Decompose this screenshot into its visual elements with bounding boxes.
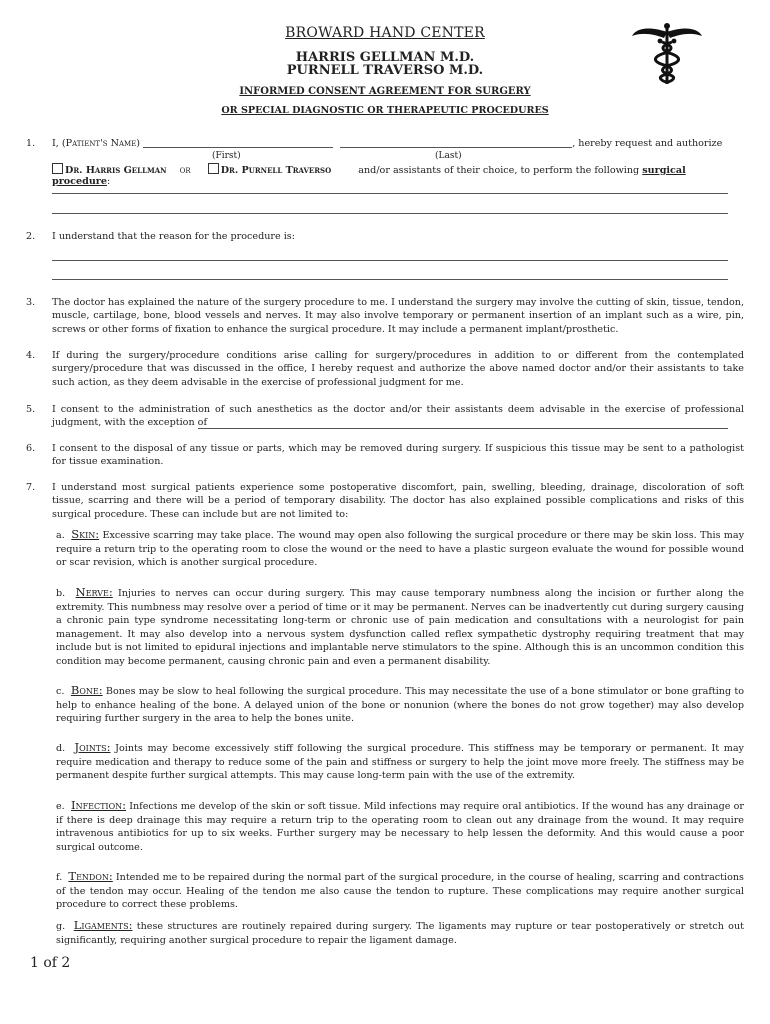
dr-traverso-checkbox[interactable] xyxy=(208,163,219,174)
complication-infection xyxy=(56,799,744,854)
first-name-caption: (First) xyxy=(212,151,241,161)
section-number: 4. xyxy=(26,350,36,361)
item-text: Intended me to be repaired during the normal part of the surgical procedure, in the course of healing, scarring and contractions of the tendon may occur. Healing of the tendon me also cause the tendon to rupture. These complications may require another surgical procedure to correct these problems. xyxy=(56,872,744,911)
anesthetic-exception-field[interactable] xyxy=(198,428,728,429)
dr-traverso-label: Dr. Purnell Traverso xyxy=(220,165,332,176)
dr-gellman-label: Dr. Harris Gellman xyxy=(65,165,167,176)
complication-nerve xyxy=(56,586,744,669)
reason-line-2[interactable] xyxy=(52,279,728,280)
section-4 xyxy=(26,349,744,389)
complication-joints xyxy=(56,741,744,783)
section-1 xyxy=(26,137,744,150)
item-letter: c. xyxy=(56,686,65,697)
item-letter: a. xyxy=(56,530,65,541)
section-number: 2. xyxy=(26,231,36,242)
item-heading: Infection: xyxy=(71,798,127,812)
item-letter: d. xyxy=(56,743,66,754)
dr-gellman-checkbox[interactable] xyxy=(52,163,63,174)
complication-bone xyxy=(56,684,744,726)
section-number: 5. xyxy=(26,404,36,415)
complication-skin xyxy=(56,528,744,570)
item-text: Bones may be slow to heal following the surgical procedure. This may necessitate the use of a bone stimulator or bone grafting to help to enhance healing of the bone. A delayed union of the bone or nonunion (where the bones do not grow together) may also develop requiring further surgery in the area to help the bones unite. xyxy=(56,686,744,725)
section-5-text: I consent to the administration of such anesthetics as the doctor and/or their assistants deem advisable in the exercise of professional judgment, with the exception of xyxy=(52,404,744,429)
item-heading: Tendon: xyxy=(68,869,113,883)
section-number: 7. xyxy=(26,482,36,493)
item-letter: g. xyxy=(56,921,66,932)
item-heading: Ligaments: xyxy=(73,918,133,932)
section-7-text: I understand most surgical patients experience some postoperative discomfort, pain, swelling, bleeding, drainage, discoloration of soft tissue, scarring and there will be a period of temporary disability. The doctor has also explained possible complications and risks of this surgical procedure. These can include but are not limited to: xyxy=(52,482,744,520)
clinic-name: BROWARD HAND CENTER xyxy=(285,25,485,41)
doctor-name-1: HARRIS GELLMAN M.D. xyxy=(295,50,475,65)
procedure-label: surgical procedure xyxy=(52,165,686,187)
section-6 xyxy=(26,442,744,469)
section-2-text: I understand that the reason for the procedure is: xyxy=(52,231,295,242)
section-6-text: I consent to the disposal of any tissue or parts, which may be removed during surgery. If suspicious this tissue may be sent to a pathologist for tissue examination. xyxy=(52,443,744,468)
item-heading: Nerve: xyxy=(75,585,113,599)
last-name-field[interactable] xyxy=(340,137,572,148)
section-2 xyxy=(26,230,744,243)
section-7 xyxy=(26,481,744,521)
authorize-text: and/or assistants of their choice, to perform the following xyxy=(358,165,640,176)
item-heading: Joints: xyxy=(74,740,111,754)
section-number: 6. xyxy=(26,443,36,454)
doctor-name-2: PURNELL TRAVERSO M.D. xyxy=(286,63,484,78)
section-3 xyxy=(26,296,744,336)
procedure-colon: : xyxy=(106,176,111,187)
complication-ligaments xyxy=(56,919,744,947)
item-heading: Skin: xyxy=(71,527,100,541)
or-label: or xyxy=(179,165,191,176)
authorize-tail: , hereby request and authorize xyxy=(572,138,723,149)
item-text: Excessive scarring may take place. The wound may open also following the surgical procedure or there may be skin loss. This may require a return trip to the operating room to close the wound or the need to have a plastic surgeon evaluate the wound for possible wound or scar revision, which is another surgical procedure. xyxy=(56,530,745,569)
section-number: 1. xyxy=(26,138,36,149)
procedure-line-2[interactable] xyxy=(52,213,728,214)
item-text: Joints may become excessively stiff following the surgical procedure. This stiffness may be temporary or permanent. It may require medication and therapy to reduce some of the pain and stiffness or surgery to help the joint move more freely. The stiffness may be permanent despite further surgical attempts. This may cause long-term pain with the use of the extremity. xyxy=(56,743,744,782)
section-4-text: If during the surgery/procedure conditions arise calling for surgery/procedures in addition to or different from the contemplated surgery/procedure that was discussed in the office, I hereby request and authorize the above named doctor and/or their assistants to take such action, as they deem advisable in the exercise of professional judgment for me. xyxy=(52,350,744,388)
last-name-caption: (Last) xyxy=(435,151,462,161)
page-number: 1 of 2 xyxy=(30,955,71,971)
complication-tendon xyxy=(56,870,744,912)
form-subtitle: OR SPECIAL DIAGNOSTIC OR THERAPEUTIC PROCEDURES xyxy=(221,105,549,116)
reason-line-1[interactable] xyxy=(52,260,728,261)
item-text: Infections me develop of the skin or soft tissue. Mild infections may require oral antibiotics. If the wound has any drainage or if there is deep drainage this may require a return trip to the operating room to clean out any drainage from the wound. It may require intravenous antibiotics for up to six weeks. Further surgery may be necessary to help lessen the deformity. And this would cause a poor surgical outcome. xyxy=(56,801,744,853)
section-number: 3. xyxy=(26,297,36,308)
section-5 xyxy=(26,403,744,430)
section-3-text: The doctor has explained the nature of the surgery procedure to me. I understand the surgery may involve the cutting of skin, tissue, tendon, muscle, cartilage, bone, blood vessels and nerves. It may also involve temporary or permanent insertion of an implant such as a wire, pin, screws or other forms of fixation to enhance the surgical procedure. It may include a permanent implant/prosthetic. xyxy=(52,297,744,335)
caduceus-icon xyxy=(630,22,704,86)
doctor-select-row xyxy=(52,163,742,187)
first-name-field[interactable] xyxy=(143,137,333,148)
item-text: these structures are routinely repaired during surgery. The ligaments may rupture or tear postoperatively or stretch out significantly, requiring another surgical procedure to repair the ligament damage. xyxy=(56,921,744,946)
item-letter: f. xyxy=(56,872,63,883)
item-heading: Bone: xyxy=(70,683,103,697)
item-letter: e. xyxy=(56,801,65,812)
patient-name-label: I, (Patient's Name) xyxy=(52,138,141,149)
item-letter: b. xyxy=(56,588,66,599)
procedure-line-1[interactable] xyxy=(52,193,728,194)
item-text: Injuries to nerves can occur during surgery. This may cause temporary numbness along the incision or further along the extremity. This numbness may resolve over a period of time or it may be permanent. Nerves can be inadvertently cut during surgery causing a chronic pain type syndrome necessitating long-term or chronic use of pain medication and consultations with a neurologist for pain management. It may also develop into a nervous system dysfunction called reflex sympathetic dystrophy requiring treatment that may include but is not limited to epidural injections and implantable nerve stimulators to the spine. Although this is an uncommon condition this condition may become permanent, causing chronic pain and even a permanent disability. xyxy=(56,588,744,667)
form-title: INFORMED CONSENT AGREEMENT FOR SURGERY xyxy=(239,86,531,97)
